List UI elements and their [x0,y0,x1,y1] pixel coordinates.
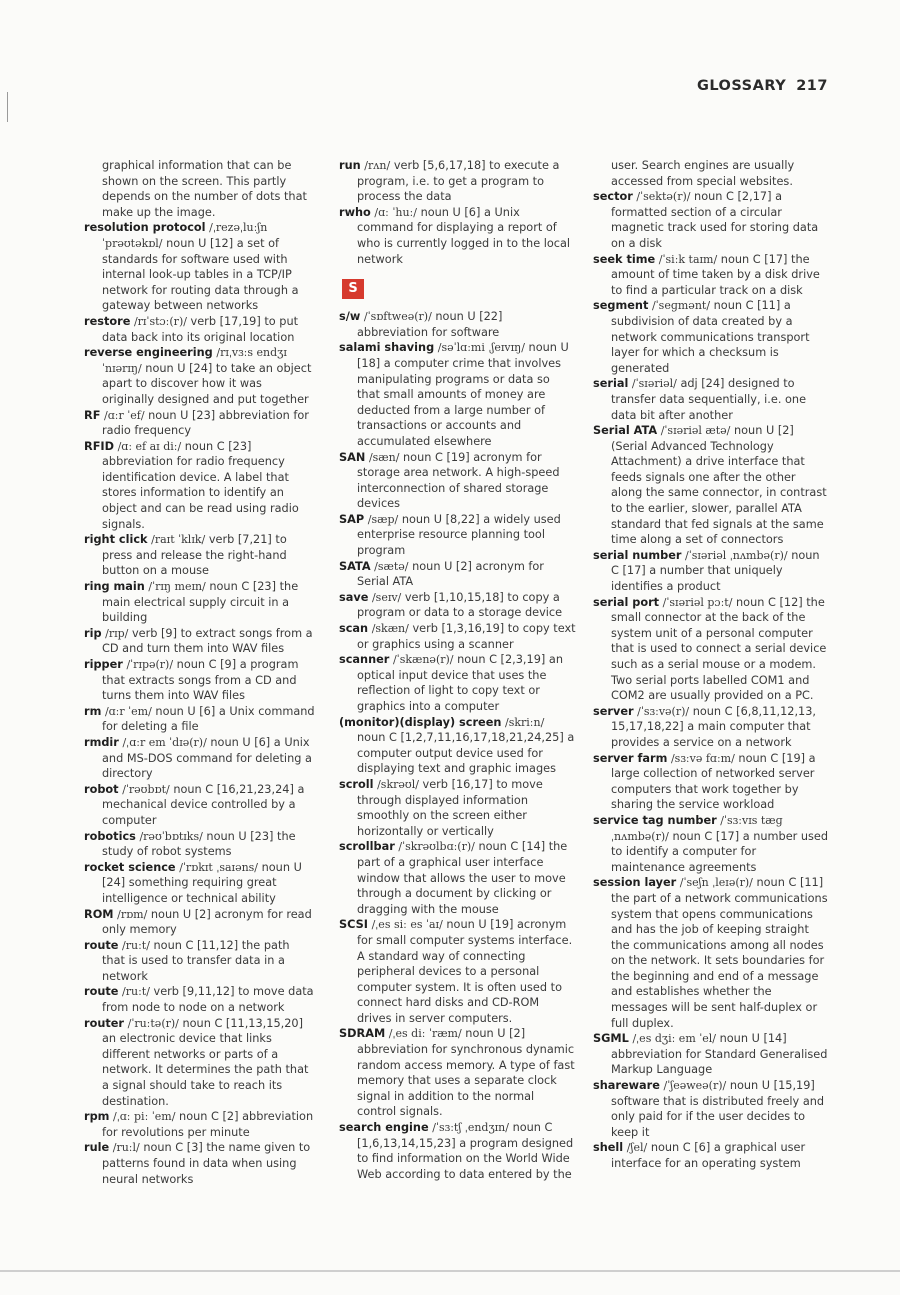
headword: (monitor)(display) screen [339,715,502,729]
headword: router [84,1016,125,1030]
pronunciation: /ˈskrəʊlbɑː(r)/ [398,840,475,854]
definition: noun C [6,8,11,12,13, 15,17,18,22] a main computer that provides a service on a network [611,704,817,749]
headword: serial port [593,595,660,609]
glossary-entry [84,1109,316,1140]
definition: noun C [16,21,23,24] a mechanical device controlled by a computer [102,782,305,827]
headword: service tag number [593,813,717,827]
glossary-entry [84,626,316,657]
pronunciation: /ˌɑː piː ˈem/ [113,1110,176,1124]
definition: noun U [2] acronym for read only memory [102,907,312,937]
glossary-entry [84,782,316,829]
definition: noun C [2,17] a formatted section of a circular magnetic track used for storing data on a disk [611,190,819,250]
section-letter-s: S [342,279,364,299]
definition: noun C [3] the name given to patterns found in data when using neural networks [102,1141,311,1186]
glossary-entry [593,875,829,1031]
pronunciation: /səˈlɑːmi ˌʃeɪvɪŋ/ [437,341,525,355]
glossary-entry [339,158,576,205]
entry-list [593,189,829,1171]
definition: noun C [17] the amount of time taken by a disk drive to find a particular track on a disk [611,252,820,297]
pronunciation: /ˈʃeəweə(r)/ [663,1079,727,1093]
headword: rmdir [84,735,119,749]
headword: run [339,159,361,172]
definition: adj [24] designed to transfer data sequentially, i.e. one data bit after another [611,377,807,422]
pronunciation: /ʃel/ [626,1141,648,1155]
headword: rm [84,704,102,718]
definition: noun C [11] a subdivision of data created by a network communications transport layer for which a checksum is generated [611,299,810,375]
glossary-entry [593,595,829,704]
pronunciation: /ˌes siː es ˈaɪ/ [371,918,443,932]
glossary-entry [84,220,316,314]
headword: serial [593,377,629,391]
headword: SAP [339,512,365,526]
headword: SDRAM [339,1027,386,1041]
headword: ring main [84,580,145,594]
glossary-entry [593,376,829,423]
headword: ripper [84,658,123,671]
pronunciation: /raɪt ˈklɪk/ [151,533,206,547]
glossary-entry [593,189,829,251]
headword: rpm [84,1110,110,1124]
definition: noun U [19] acronym for small computer systems interface. A standard way of connecting peripheral devices to a personal computer system. It is often used to connect hard disks and CD-ROM drives in server computers. [357,918,573,1025]
headword: Serial ATA [593,424,658,438]
glossary-entry [84,938,316,985]
headword: rule [84,1141,110,1155]
headword: s/w [339,310,361,324]
pronunciation: /rɪˌvɜːs endʒɪˈnɪərɪŋ/ [102,346,287,375]
glossary-entry [339,917,576,1026]
headword: seek time [593,252,656,266]
glossary-entry [593,548,829,595]
glossary-entry [84,439,316,533]
glossary-entry [593,751,829,813]
headword: restore [84,314,131,328]
glossary-entry [339,512,576,559]
definition: noun C [19] a large collection of networked server computers that work together by sharing the service workload [611,751,816,812]
headword: rip [84,626,102,640]
pronunciation: /ˈsɪəriəl ætə/ [660,424,731,438]
definition: noun C [9] a program that extracts songs from a CD and turns them into WAV files [102,658,299,703]
pronunciation: /ˈsɒftweə(r)/ [363,310,432,324]
headword: route [84,938,119,952]
headword: RF [84,408,101,422]
entry-list [339,158,576,267]
pronunciation: /ˈruːtə(r)/ [127,1016,179,1030]
glossary-entry [339,559,576,590]
headword: SCSI [339,918,368,932]
pronunciation: /ˈrəʊbɒt/ [122,782,170,796]
headword: serial number [593,548,682,562]
headword: reverse engineering [84,346,213,360]
pronunciation: /ˈsɪəriəl/ [631,377,677,391]
headword: server farm [593,751,668,765]
glossary-entry [593,704,829,751]
definition: noun C [1,2,7,11,16,17,18,21,24,25] a computer output device used for displaying text and graphic images [357,731,575,776]
glossary-entry [84,532,316,579]
glossary-entry [593,813,829,875]
headword: search engine [339,1121,429,1135]
pronunciation: /ˌes diː ˈræm/ [388,1027,462,1041]
glossary-entry [84,907,316,938]
pronunciation: /ˈsiːk taɪm/ [658,252,718,266]
column-2 [339,158,576,1182]
pronunciation: /sæn/ [368,450,400,464]
continued-definition: user. Search engines are usually accessed from special websites. [611,159,795,188]
glossary-entry [339,777,576,839]
definition: verb [9] to extract songs from a CD and turn them into WAV files [102,626,313,656]
definition: noun C [2,3,19] an optical input device that uses the reflection of light to copy text or graphics into a computer [357,653,563,713]
pronunciation: /rɪˈstɔː(r)/ [133,314,187,328]
headword: RFID [84,439,114,453]
headword: SATA [339,559,371,573]
definition: verb [1,10,15,18] to copy a program or data to a storage device [357,590,563,620]
pronunciation: /ɑː ef aɪ diː/ [117,439,182,453]
entry-list [339,309,576,1182]
definition: verb [9,11,12] to move data from node to node on a network [102,985,314,1015]
glossary-entry [339,621,576,652]
pronunciation: /ˈsɪəriəl pɔːt/ [662,595,733,609]
definition: noun U [23] abbreviation for radio frequency [102,408,309,438]
definition: noun U [2] (Serial Advanced Technology Attachment) a drive interface that feeds signals one after the other along the same connector, in contrast to the earlier, slower, parallel ATA standard that fed signals at the same time along a set of connectors [611,424,827,547]
pronunciation: /ɑːr ˈem/ [104,704,152,718]
definition: noun U [6] a Unix command for deleting a file [102,704,315,734]
definition: verb [16,17] to move through displayed information smoothly on the screen either horizontally or vertically [357,777,543,838]
continued-definition: graphical information that can be shown on the screen. This partly depends on the number of dots that make up the image. [102,159,307,219]
headword: scanner [339,653,390,667]
glossary-entry [339,1120,576,1182]
pronunciation: /ˈrɪŋ meɪn/ [148,580,206,594]
glossary-entry [593,1140,829,1171]
headword: route [84,985,119,999]
definition: noun U [22] abbreviation for software [357,310,503,339]
glossary-title: GLOSSARY [696,78,787,94]
definition: noun U [6] a Unix command for displaying a report of who is currently logged in to the local network [357,205,571,266]
definition: noun C [23] abbreviation for radio frequency identification device. A label that stores information to identify an object and can be read using radio signals. [102,439,299,531]
headword: server [593,704,634,718]
definition: noun C [11,13,15,20] an electronic device that links different networks or parts of a network. It determines the path that a signal should take to reach its destination. [102,1016,309,1108]
definition: noun U [2] abbreviation for synchronous dynamic random access memory. A type of fast memory that uses a separate clock signal in addition to the normal control signals. [357,1027,575,1119]
headword: rwho [339,205,371,219]
headword: shell [593,1141,624,1155]
pronunciation: /ˈsektə(r)/ [636,190,691,204]
headword: resolution protocol [84,221,206,235]
definition: noun U [14] abbreviation for Standard Generalised Markup Language [611,1032,828,1077]
glossary-entry [339,652,576,714]
glossary-entry [84,860,316,907]
pronunciation: /skrəʊl/ [377,777,419,791]
glossary-entry [339,309,576,340]
headword: ROM [84,907,114,921]
headword: robot [84,782,119,796]
glossary-entry [339,450,576,512]
definition: noun U [8,22] a widely used enterprise resource planning tool program [357,512,561,558]
headword: scroll [339,777,374,791]
pronunciation: /skæn/ [371,622,409,636]
pronunciation: /seɪv/ [371,590,402,604]
glossary-entry [84,657,316,704]
headword: salami shaving [339,341,435,355]
definition: noun C [11,12] the path that is used to transfer data in a network [102,938,290,983]
glossary-entry [593,1078,829,1140]
glossary-entry [593,423,829,548]
bottom-rule [0,1270,900,1272]
definition: verb [1,3,16,19] to copy text or graphics using a scanner [357,622,576,651]
definition: noun U [12] a set of standards for software used with internal look-up tables in a TCP/IP network for routing data through a gateway between networks [102,236,299,313]
pronunciation: /ˈseʃn ˌleɪə(r)/ [679,876,753,890]
pronunciation: /rəʊˈbɒtɪks/ [139,829,203,843]
pronunciation: /ˈseɡmənt/ [651,299,711,313]
pronunciation: /rʌn/ [364,159,391,172]
pronunciation: /skriːn/ [505,715,545,729]
glossary-entry [84,704,316,735]
headword: scrollbar [339,840,395,854]
definition: noun C [19] acronym for storage area network. A high-speed interconnection of shared storage devices [357,450,560,511]
headword: SAN [339,450,366,464]
glossary-entry [84,408,316,439]
glossary-entry [339,340,576,449]
definition: verb [7,21] to press and release the right-hand button on a mouse [102,533,287,578]
pronunciation: /ˈsɜːtʃ ˌendʒɪn/ [432,1121,509,1135]
definition: verb [17,19] to put data back into its original location [102,314,299,344]
page-header [697,78,828,94]
pronunciation: /sætə/ [374,559,409,573]
pronunciation: /ruːl/ [112,1141,140,1155]
margin-mark [7,92,8,122]
headword: right click [84,533,148,547]
glossary-entry [84,579,316,626]
definition: verb [5,6,17,18] to execute a program, i.e. to get a program to process the data [357,159,560,204]
pronunciation: /ˈsɪəriəl ˌnʌmbə(r)/ [685,548,788,562]
definition: noun C [1,6,13,14,15,23] a program designed to find information on the World Wide Web according to data entered by the [357,1121,574,1181]
definition: noun U [6] a Unix and MS-DOS command for deleting a directory [102,735,312,781]
pronunciation: /ɑː ˈhuː/ [374,205,417,219]
pronunciation: /ˌes dʒiː em ˈel/ [632,1032,717,1046]
pronunciation: /ˈrɒkɪt ˌsaɪəns/ [179,860,259,874]
headword: sector [593,190,633,204]
pronunciation: /ˈrɪpə(r)/ [126,658,174,671]
definition: noun C [2] abbreviation for revolutions per minute [102,1110,314,1139]
definition: noun C [11] the part of a network communications system that opens communications and has the job of keeping straight the communications among all nodes on the network. It sets boundaries for the beginning and end of a message and establishes whether the messages will be sent half-duplex or full duplex. [611,876,828,1030]
glossary-entry [84,314,316,345]
glossary-entry [84,345,316,407]
glossary-entry [593,252,829,299]
headword: save [339,590,369,604]
column-1 [84,158,316,1187]
headword: session layer [593,876,677,890]
definition: noun U [23] the study of robot systems [102,829,296,859]
glossary-entry [339,1026,576,1120]
pronunciation: /ˈsɜːvə(r)/ [637,704,690,718]
headword: robotics [84,829,136,843]
glossary-entry [593,1031,829,1078]
pronunciation: /sæp/ [367,512,399,526]
glossary-entry [339,205,576,267]
definition: noun C [14] the part of a graphical user interface window that allows the user to move through a document by clicking or dragging with the mouse [357,840,568,916]
definition: noun U [15,19] software that is distributed freely and only paid for if the user decides to keep it [611,1079,825,1139]
pronunciation: /ˈsɜːvɪs tæɡ ˌnʌmbə(r)/ [611,813,783,843]
definition: noun C [6] a graphical user interface for an operating system [611,1141,806,1170]
definition: noun C [23] the main electrical supply circuit in a building [102,580,299,625]
column-3 [593,158,829,1172]
headword: shareware [593,1079,660,1093]
glossary-entry [339,839,576,917]
glossary-entry [84,984,316,1015]
definition: noun C [17] a number that uniquely identifies a product [611,548,820,594]
glossary-entry [339,590,576,621]
pronunciation: /ɑːr ˈef/ [104,408,145,422]
definition: noun C [12] the small connector at the back of the system unit of a personal computer that is used to connect a serial device such as a serial mouse or a modem. Two serial ports labelled COM1 and COM2 are usually provided on a PC. [611,595,827,703]
pronunciation: /rɒm/ [117,907,148,921]
pronunciation: /ruːt/ [122,985,150,999]
glossary-entry [84,735,316,782]
glossary-entry [84,829,316,860]
glossary-entry [84,1016,316,1110]
definition: noun U [18] a computer crime that involves manipulating programs or data so that small amounts of money are deducted from a large number of transactions or accounts and accumulated elsewhere [357,341,569,448]
glossary-entry [84,1140,316,1187]
pronunciation: /ˈskænə(r)/ [392,653,454,667]
headword: scan [339,622,369,636]
pronunciation: /ˌrezəˌluːʃn ˈprəʊtəkɒl/ [102,221,268,250]
pronunciation: /sɜːvə fɑːm/ [670,751,735,765]
definition: noun U [24] to take an object apart to discover how it was originally designed and put together [102,361,312,406]
definition: noun U [2] acronym for Serial ATA [357,559,544,589]
page-number: 217 [796,78,828,94]
pronunciation: /ruːt/ [122,938,150,952]
definition: noun U [24] something requiring great intelligence or technical ability [102,860,302,905]
headword: segment [593,299,649,313]
definition: noun C [17] a number used to identify a computer for maintenance agreements [611,829,829,874]
pronunciation: /ˌɑːr em ˈdɪə(r)/ [122,735,207,749]
glossary-entry [339,715,576,777]
headword: SGML [593,1032,629,1046]
headword: rocket science [84,860,176,874]
glossary-entry [593,298,829,376]
pronunciation: /rɪp/ [105,626,129,640]
entry-list [84,220,316,1187]
